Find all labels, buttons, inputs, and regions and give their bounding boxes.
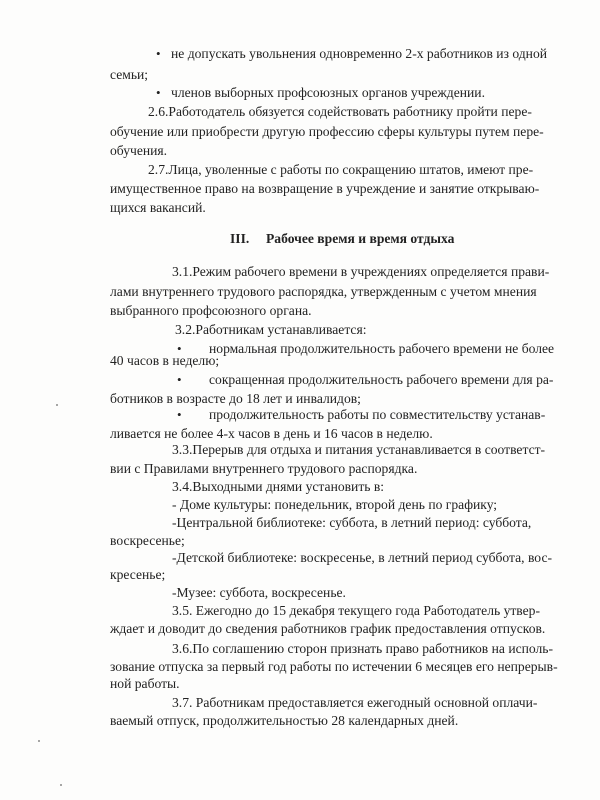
text-line: семьи; xyxy=(110,67,149,82)
text-line: обучение или приобрести другую профессию сферы культуры путем пере- xyxy=(110,124,544,139)
text-line: вии с Правилами внутреннего трудового распорядка. xyxy=(110,461,418,476)
text-line: 3.5. Ежегодно до 15 декабря текущего года Работодатель утвер- xyxy=(172,603,541,618)
text-line: кресенье; xyxy=(110,567,166,582)
text-line: выбранного профсоюзного органа. xyxy=(110,303,312,318)
text-line: членов выборных профсоюзных органов учреждении. xyxy=(171,85,485,100)
text-line: 3.7. Работникам предоставляется ежегодный основной оплачи- xyxy=(172,695,538,710)
text-line: ждает и доводит до сведения работников график предоставления отпусков. xyxy=(110,621,546,636)
text-line: ботников в возрасте до 18 лет и инвалидов; xyxy=(110,391,361,406)
text-line: -Музее: суббота, воскресенье. xyxy=(172,585,346,600)
text-line: обучения. xyxy=(110,143,168,158)
text-line: -Центральной библиотеке: суббота, в летний период: суббота, xyxy=(172,515,532,530)
bullet-icon: • xyxy=(156,85,161,100)
text-line: щихся вакансий. xyxy=(110,200,206,215)
bullet-icon: • xyxy=(177,341,182,356)
text-line: - Доме культуры: понедельник, второй день по графику; xyxy=(172,497,498,512)
bullet-icon: • xyxy=(177,407,182,422)
text-line: зование отпуска за первый год работы по истечении 6 месяцев его непрерыв- xyxy=(110,659,558,674)
text-line: 3.1.Режим рабочего времени в учреждениях определяется прави- xyxy=(172,264,550,279)
scan-speck xyxy=(60,784,62,786)
text-line: -Детской библиотеке: воскресенье, в летний период суббота, вос- xyxy=(172,550,553,565)
text-line: нормальная продолжительность рабочего времени не более xyxy=(209,341,555,356)
text-line: лами внутреннего трудового распорядка, утвержденным с учетом мнения xyxy=(110,284,537,299)
section-title: Рабочее время и время отдыха xyxy=(266,231,455,246)
text-line: 2.7.Лица, уволенные с работы по сокращению штатов, имеют пре- xyxy=(148,162,534,177)
text-line: ной работы. xyxy=(110,676,180,691)
text-line: 3.4.Выходными днями установить в: xyxy=(172,479,385,494)
text-line: не допускать увольнения одновременно 2-х работников из одной xyxy=(171,46,548,61)
bullet-icon: • xyxy=(177,372,182,387)
text-line: воскресенье; xyxy=(110,533,185,548)
text-line: ливается не более 4-х часов в день и 16 часов в неделю. xyxy=(110,426,433,441)
text-line: имущественное право на возвращение в учреждение и занятие открываю- xyxy=(110,181,540,196)
text-line: 3.3.Перерыв для отдыха и питания устанавливается в соответст- xyxy=(172,442,546,457)
scan-speck xyxy=(38,740,40,742)
text-line: 3.2.Работникам устанавливается: xyxy=(175,322,367,337)
text-line: 3.6.По соглашению сторон признать право работников на исполь- xyxy=(172,641,554,656)
text-line: ваемый отпуск, продолжительностью 28 календарных дней. xyxy=(110,713,459,728)
text-line: продолжительность работы по совместительству устанав- xyxy=(209,407,546,422)
text-line: 40 часов в неделю; xyxy=(110,353,220,368)
section-number: III. xyxy=(230,231,250,246)
bullet-icon: • xyxy=(156,46,161,61)
text-line: 2.6.Работодатель обязуется содействовать работнику пройти пере- xyxy=(148,104,532,119)
scan-speck xyxy=(56,404,58,406)
text-line: сокращенная продолжительность рабочего времени для ра- xyxy=(209,372,554,387)
